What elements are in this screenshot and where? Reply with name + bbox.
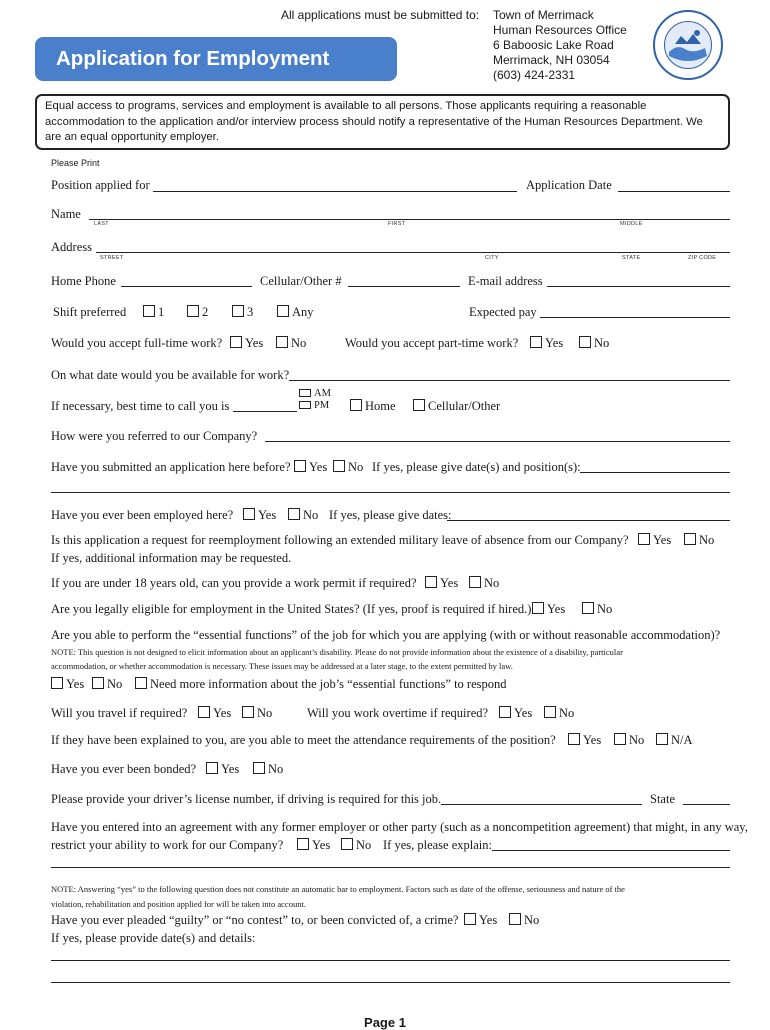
checkbox-icon[interactable]: [143, 305, 155, 317]
available-date-label: On what date would you be available for work?: [51, 368, 290, 382]
full-time-yes[interactable]: Yes: [230, 336, 263, 351]
checkbox-icon[interactable]: [425, 576, 437, 588]
seal-emblem: [664, 21, 712, 69]
address-line: 6 Baboosic Lake Road: [493, 38, 614, 52]
submitted-before-yes[interactable]: Yes: [294, 460, 327, 475]
essential-note-line-1: NOTE: This question is not designed to elicit information about an applicant’s disability. Please do not provide information about the existence of a disability, particular: [51, 647, 623, 657]
crime-detail-label: If yes, please provide date(s) and details:: [51, 931, 256, 945]
submission-address: [493, 8, 627, 83]
address-label: Address: [51, 240, 92, 254]
checkbox-icon[interactable]: [530, 336, 542, 348]
last-sublabel: LAST: [94, 221, 109, 227]
part-time-yes[interactable]: Yes: [530, 336, 563, 351]
submitted-before-no[interactable]: No: [333, 460, 363, 475]
checkbox-icon[interactable]: [341, 838, 353, 850]
checkbox-icon[interactable]: [684, 533, 696, 545]
employed-here-detail-field[interactable]: [447, 520, 730, 521]
attendance-no[interactable]: No: [614, 733, 644, 748]
email-field[interactable]: [547, 286, 730, 287]
employed-here-no[interactable]: No: [288, 508, 318, 523]
agreement-explain-line-2[interactable]: [51, 867, 730, 868]
position-label: Position applied for: [51, 178, 150, 192]
checkbox-icon[interactable]: [656, 733, 668, 745]
zip-sublabel: ZIP CODE: [688, 255, 717, 261]
military-note: If yes, additional information may be requested.: [51, 551, 292, 565]
submitted-before-detail-label: If yes, please give date(s) and position(s):: [372, 460, 581, 474]
full-time-no[interactable]: No: [276, 336, 306, 351]
position-field[interactable]: [153, 191, 517, 192]
street-sublabel: STREET: [100, 255, 124, 261]
cellular-label: Cellular/Other #: [260, 274, 342, 288]
expected-pay-field[interactable]: [540, 317, 730, 318]
shift-3-option[interactable]: 3: [232, 305, 253, 320]
state-sublabel: STATE: [622, 255, 641, 261]
checkbox-icon[interactable]: [288, 508, 300, 520]
military-yes[interactable]: Yes: [638, 533, 671, 548]
page-title: Application for Employment: [35, 37, 397, 81]
best-time-label: If necessary, best time to call you is: [51, 399, 230, 413]
part-time-no[interactable]: No: [579, 336, 609, 351]
overtime-no[interactable]: No: [544, 706, 574, 721]
agreement-no[interactable]: No: [341, 838, 371, 853]
employed-here-yes[interactable]: Yes: [243, 508, 276, 523]
crime-note-line-1: NOTE: Answering “yes” to the following question does not constitute an automatic bar to employment. Factors such as date of the offense, seriousness and nature of the: [51, 884, 625, 894]
pm-option[interactable]: PM: [299, 400, 331, 412]
license-field[interactable]: [441, 804, 642, 805]
application-date-field[interactable]: [618, 191, 730, 192]
checkbox-icon[interactable]: [582, 602, 594, 614]
legally-eligible-question: Are you legally eligible for employment in the United States? (If yes, proof is required if hired.): [51, 602, 532, 616]
checkbox-icon[interactable]: [92, 677, 104, 689]
submitted-before-detail-line-2[interactable]: [51, 492, 730, 493]
legally-eligible-no[interactable]: No: [582, 602, 612, 617]
license-state-label: State: [650, 792, 675, 806]
shift-label: Shift preferred: [53, 305, 127, 319]
checkbox-icon[interactable]: [568, 733, 580, 745]
address-line: (603) 424-2331: [493, 68, 576, 82]
equal-access-notice: Equal access to programs, services and employment is available to all persons. Those applicants requiring a reasonable accommodation to the application and/or interview process should notify a representative of the Human Resources Department. We are an equal opportunity employer.: [35, 94, 730, 150]
call-cellular-option[interactable]: Cellular/Other: [413, 399, 500, 414]
checkbox-icon[interactable]: [276, 336, 288, 348]
essential-no[interactable]: No: [92, 677, 122, 692]
crime-note-line-2: violation, rehabilitation and position applied for will be taken into account.: [51, 899, 306, 909]
referred-field[interactable]: [265, 441, 730, 442]
please-print-label: Please Print: [51, 158, 100, 168]
checkbox-icon[interactable]: [242, 706, 254, 718]
shift-1-option[interactable]: 1: [143, 305, 164, 320]
home-phone-label: Home Phone: [51, 274, 116, 288]
legally-eligible-yes[interactable]: Yes: [532, 602, 565, 617]
crime-no[interactable]: No: [509, 913, 539, 928]
checkbox-icon[interactable]: [299, 401, 311, 409]
overtime-yes[interactable]: Yes: [499, 706, 532, 721]
checkbox-icon[interactable]: [51, 677, 63, 689]
agreement-question-line-1: Have you entered into an agreement with any former employer or other party (such as a noncompetition agreement) that might, in any way,: [51, 820, 748, 834]
name-label: Name: [51, 207, 81, 221]
home-phone-field[interactable]: [121, 286, 252, 287]
license-state-field[interactable]: [683, 804, 730, 805]
email-label: E-mail address: [468, 274, 543, 288]
agreement-explain-field[interactable]: [492, 850, 730, 851]
am-option[interactable]: AM: [299, 388, 331, 400]
available-date-field[interactable]: [289, 380, 730, 381]
town-seal-logo: [653, 10, 723, 80]
attendance-na[interactable]: N/A: [656, 733, 693, 748]
address-line: Human Resources Office: [493, 23, 627, 37]
cellular-field[interactable]: [348, 286, 460, 287]
checkbox-icon[interactable]: [499, 706, 511, 718]
checkbox-icon[interactable]: [198, 706, 210, 718]
crime-detail-line-2[interactable]: [51, 982, 730, 983]
submitted-before-question: Have you submitted an application here before?: [51, 460, 291, 474]
checkbox-icon[interactable]: [299, 389, 311, 397]
checkbox-icon[interactable]: [464, 913, 476, 925]
bonded-yes[interactable]: Yes: [206, 762, 239, 777]
submitted-before-detail-field[interactable]: [580, 472, 730, 473]
bonded-no[interactable]: No: [253, 762, 283, 777]
submit-to-label: All applications must be submitted to:: [281, 8, 480, 22]
checkbox-icon[interactable]: [350, 399, 362, 411]
address-field[interactable]: [96, 252, 730, 253]
checkbox-icon[interactable]: [277, 305, 289, 317]
travel-question: Will you travel if required?: [51, 706, 188, 720]
crime-detail-line-1[interactable]: [51, 960, 730, 961]
application-date-label: Application Date: [526, 178, 612, 192]
checkbox-icon[interactable]: [544, 706, 556, 718]
checkbox-icon[interactable]: [206, 762, 218, 774]
attendance-question: If they have been explained to you, are you able to meet the attendance requirements of the position?: [51, 733, 556, 747]
checkbox-icon[interactable]: [253, 762, 265, 774]
agreement-explain-label: If yes, please explain:: [383, 838, 492, 852]
attendance-yes[interactable]: Yes: [568, 733, 601, 748]
essential-yes[interactable]: Yes: [51, 677, 84, 692]
full-time-question: Would you accept full-time work?: [51, 336, 223, 350]
shift-2-option[interactable]: 2: [187, 305, 208, 320]
travel-yes[interactable]: Yes: [198, 706, 231, 721]
essential-note-line-2: accommodation, or whether accommodation is necessary. These issues may be addressed at a later stage, to the extent permitted by law.: [51, 661, 513, 671]
checkbox-icon[interactable]: [187, 305, 199, 317]
checkbox-icon[interactable]: [297, 838, 309, 850]
middle-sublabel: MIDDLE: [620, 221, 643, 227]
employed-here-detail-label: If yes, please give dates:: [329, 508, 452, 522]
referred-label: How were you referred to our Company?: [51, 429, 258, 443]
checkbox-icon[interactable]: [469, 576, 481, 588]
bonded-question: Have you ever been bonded?: [51, 762, 197, 776]
crime-question: Have you ever pleaded “guilty” or “no contest” to, or been convicted of, a crime?: [51, 913, 459, 927]
military-no[interactable]: No: [684, 533, 714, 548]
essential-functions-question: Are you able to perform the “essential functions” of the job for which you are applying (with or without reasonable accommodation)?: [51, 628, 721, 642]
page-number: Page 1: [364, 1015, 406, 1030]
first-sublabel: FIRST: [388, 221, 406, 227]
travel-no[interactable]: No: [242, 706, 272, 721]
am-pm-options: [299, 388, 331, 412]
checkbox-icon[interactable]: [232, 305, 244, 317]
part-time-question: Would you accept part-time work?: [345, 336, 519, 350]
checkbox-icon[interactable]: [294, 460, 306, 472]
checkbox-icon[interactable]: [532, 602, 544, 614]
checkbox-icon[interactable]: [509, 913, 521, 925]
military-question: Is this application a request for reemployment following an extended military leave of absence from our Company?: [51, 533, 629, 547]
checkbox-icon[interactable]: [333, 460, 345, 472]
license-label: Please provide your driver’s license number, if driving is required for this job.: [51, 792, 442, 806]
address-line: Merrimack, NH 03054: [493, 53, 610, 67]
overtime-question: Will you work overtime if required?: [307, 706, 489, 720]
shift-any-option[interactable]: Any: [277, 305, 314, 320]
checkbox-icon[interactable]: [614, 733, 626, 745]
call-home-option[interactable]: Home: [350, 399, 396, 414]
checkbox-icon[interactable]: [243, 508, 255, 520]
city-sublabel: CITY: [485, 255, 499, 261]
under-18-yes[interactable]: Yes: [425, 576, 458, 591]
checkbox-icon[interactable]: [230, 336, 242, 348]
best-time-field[interactable]: [233, 411, 297, 412]
checkbox-icon[interactable]: [135, 677, 147, 689]
checkbox-icon[interactable]: [413, 399, 425, 411]
agreement-yes[interactable]: Yes: [297, 838, 330, 853]
crime-yes[interactable]: Yes: [464, 913, 497, 928]
checkbox-icon[interactable]: [638, 533, 650, 545]
checkbox-icon[interactable]: [579, 336, 591, 348]
expected-pay-label: Expected pay: [469, 305, 537, 319]
name-field[interactable]: [89, 219, 730, 220]
under-18-no[interactable]: No: [469, 576, 499, 591]
agreement-question-line-2: restrict your ability to work for our Company?: [51, 838, 284, 852]
address-line: Town of Merrimack: [493, 8, 594, 22]
essential-need-more-info[interactable]: Need more information about the job’s “essential functions” to respond: [135, 677, 507, 692]
under-18-question: If you are under 18 years old, can you provide a work permit if required?: [51, 576, 417, 590]
employed-here-question: Have you ever been employed here?: [51, 508, 234, 522]
